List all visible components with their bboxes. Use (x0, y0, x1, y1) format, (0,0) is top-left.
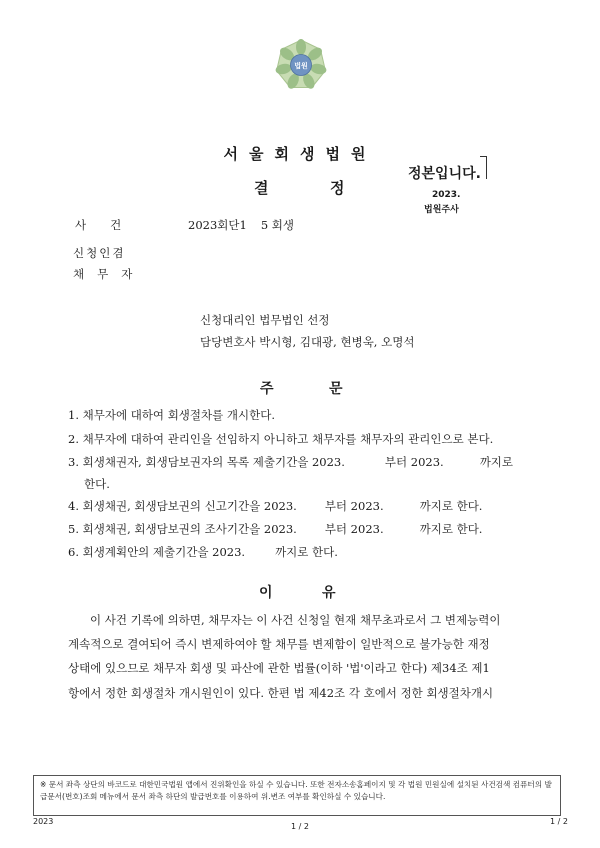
footer-year: 2023 (33, 817, 54, 826)
page-number-right: 1 / 2 (550, 817, 568, 826)
reason-line: 이 사건 기록에 의하면, 채무자는 이 사건 신청일 현재 채무초과로서 그 변제능력이 (90, 613, 501, 627)
order-item-a: 5. 회생채권, 회생담보권의 조사기간을 2023. (68, 522, 297, 536)
order-item (68, 544, 338, 560)
order-item-a: 3. 회생채권자, 회생담보권자의 목록 제출기간을 2023. (68, 455, 345, 469)
order-item (68, 498, 482, 514)
order-item-c: 까지로 한다. (419, 522, 483, 536)
authenticity-notice: ※ 문서 좌측 상단의 바코드로 대한민국법원 앱에서 진위확인을 하실 수 있습니다. 또한 전자소송홈페이지 및 각 법원 민원실에 설치된 사건검색 컴퓨터의 발급문서(번호)조회 메뉴에서 문서 좌측 하단의 발급번호를 이용하여 위.변조 여부를 확인하실 수 있습니다. (33, 775, 561, 816)
case-number (188, 217, 294, 233)
case-label-1: 사 (75, 218, 87, 232)
applicant-label: 신청인겸 (73, 246, 126, 260)
order-heading-2: 문 (329, 381, 343, 397)
doc-type-char-2: 정 (330, 179, 345, 197)
order-item-b: 부터 2023. (324, 522, 384, 536)
order-item (68, 454, 513, 470)
stamp-bracket (480, 156, 487, 179)
order-item-a: 6. 회생계획안의 제출기간을 2023. (68, 545, 246, 559)
reason-line: 항에서 정한 회생절차 개시원인이 있다. 한편 법 제42조 각 호에서 정한 회생절차개시 (68, 686, 494, 700)
case-type: 회생 (271, 218, 295, 232)
order-item-c: 까지로 한다. (419, 499, 483, 513)
order-item-b: 까지로 한다. (275, 545, 338, 559)
case-number-prefix: 2023회단1 (188, 218, 247, 232)
court-name: 서울회생법원 (223, 145, 377, 163)
case-label (75, 217, 121, 233)
order-item-b: 부터 2023. (384, 455, 444, 469)
reason-line: 상태에 있으므로 채무자 회생 및 파산에 관한 법률(이하 '법'이라고 한다) 제34조 제1 (68, 661, 490, 675)
reason-line: 계속적으로 결여되어 즉시 변제하여야 할 채무를 변제함이 일반적으로 불가능한 재정 (68, 637, 490, 651)
order-item: 2. 채무자에 대하여 관리인을 선임하지 아니하고 채무자를 채무자의 관리인으로 본다. (68, 432, 494, 446)
stamp-year: 2023. (432, 190, 461, 200)
doc-type-char-1: 결 (254, 179, 269, 197)
case-number-suffix: 5 (260, 218, 269, 232)
emblem-text: 법원 (294, 62, 308, 70)
order-item (68, 521, 482, 537)
order-item-a: 4. 회생채권, 회생담보권의 신고기간을 2023. (68, 499, 297, 513)
page-number: 1 / 2 (291, 822, 309, 831)
representative: 신청대리인 법무법인 선정 (200, 313, 330, 327)
order-item-b: 부터 2023. (324, 499, 384, 513)
order-heading-1: 주 (260, 381, 274, 397)
case-label-2: 건 (110, 218, 122, 232)
order-item-continuation: 한다. (84, 477, 110, 491)
order-item-c: 까지로 (479, 455, 514, 469)
court-emblem-icon (274, 38, 328, 92)
reason-heading-2: 유 (322, 585, 336, 601)
stamp-officer: 법원주사 (424, 205, 459, 215)
lawyers: 담당변호사 박시형, 김대광, 현병욱, 오명석 (200, 335, 415, 349)
reason-heading-1: 이 (259, 585, 273, 601)
order-item: 1. 채무자에 대하여 회생절차를 개시한다. (68, 408, 275, 422)
certified-copy-stamp: 정본입니다. (408, 166, 481, 182)
debtor-label: 채무자 (73, 267, 146, 281)
